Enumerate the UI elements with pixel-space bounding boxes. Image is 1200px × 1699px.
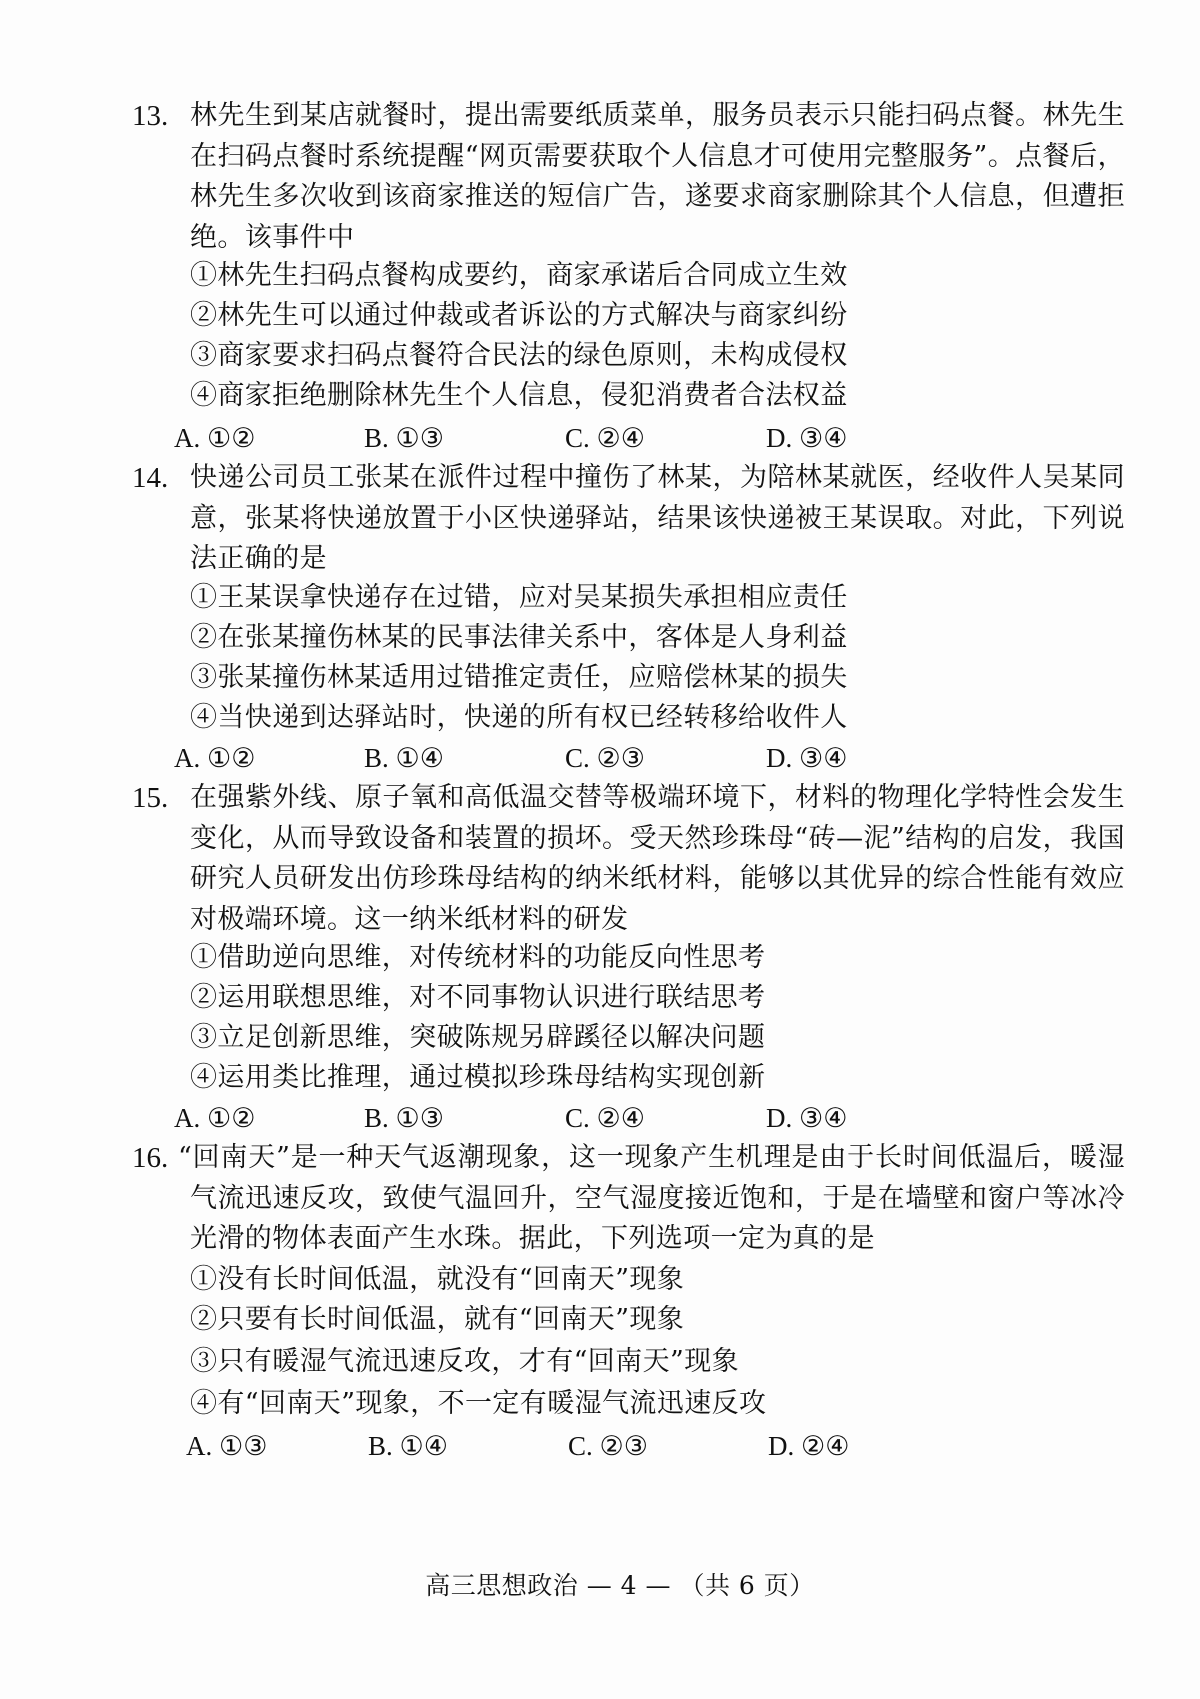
choice-b: B. ①③ <box>364 1103 444 1133</box>
statement-2: ②只要有长时间低温，就有“回南天”现象 <box>190 1304 685 1335</box>
question-stem: “回南天”是一种天气返潮现象，这一现象产生机理是由于长时间低温后，暖湿气流迅速反攻，致使气温回升，空气湿度接近饱和，于是在墙壁和窗户等冰冷光滑的物体表面产生水珠。据此，下列选项一定为真的是 <box>178 1142 1125 1254</box>
choice-c: C. ②③ <box>568 1431 648 1461</box>
question-number: 13. <box>132 100 169 132</box>
statement-4: ④商家拒绝删除林先生个人信息，侵犯消费者合法权益 <box>190 380 848 411</box>
choice-c: C. ②④ <box>565 423 645 453</box>
choice-d: D. ③④ <box>766 1103 848 1133</box>
question-number: 16. <box>132 1142 169 1174</box>
choice-b: B. ①④ <box>368 1431 448 1461</box>
question-number: 15. <box>132 782 169 814</box>
choice-d: D. ③④ <box>766 743 848 773</box>
choice-c: C. ②④ <box>565 1103 645 1133</box>
statement-1: ①借助逆向思维，对传统材料的功能反向性思考 <box>190 942 766 973</box>
statement-2: ②在张某撞伤林某的民事法律关系中，客体是人身利益 <box>190 622 848 653</box>
question-number: 14. <box>132 462 169 494</box>
choice-a: A. ①② <box>174 423 256 453</box>
choice-a: A. ①③ <box>186 1431 268 1461</box>
statement-1: ①王某误拿快递存在过错，应对吴某损失承担相应责任 <box>190 582 848 613</box>
question-stem: 快递公司员工张某在派件过程中撞伤了林某，为陪林某就医，经收件人吴某同意，张某将快递放置于小区快递驿站，结果该快递被王某误取。对此，下列说法正确的是 <box>190 462 1125 574</box>
question-stem: 林先生到某店就餐时，提出需要纸质菜单，服务员表示只能扫码点餐。林先生在扫码点餐时系统提醒“网页需要获取个人信息才可使用完整服务”。点餐后，林先生多次收到该商家推送的短信广告，遂要求商家删除其个人信息，但遭拒绝。该事件中 <box>190 100 1125 253</box>
page-footer: 高三思想政治 — 4 — （共 6 页） <box>425 1571 815 1600</box>
statement-3: ③立足创新思维，突破陈规另辟蹊径以解决问题 <box>190 1022 766 1053</box>
statement-1: ①林先生扫码点餐构成要约，商家承诺后合同成立生效 <box>190 260 848 291</box>
choice-d: D. ③④ <box>766 423 848 453</box>
statement-1: ①没有长时间低温，就没有“回南天”现象 <box>190 1264 685 1295</box>
statement-3: ③商家要求扫码点餐符合民法的绿色原则，未构成侵权 <box>190 340 848 371</box>
choice-b: B. ①④ <box>364 743 444 773</box>
statement-2: ②林先生可以通过仲裁或者诉讼的方式解决与商家纠纷 <box>190 300 848 331</box>
choice-a: A. ①② <box>174 1103 256 1133</box>
choice-d: D. ②④ <box>768 1431 850 1461</box>
statement-4: ④有“回南天”现象，不一定有暖湿气流迅速反攻 <box>190 1388 767 1419</box>
statement-4: ④运用类比推理，通过模拟珍珠母结构实现创新 <box>190 1062 766 1093</box>
choice-c: C. ②③ <box>565 743 645 773</box>
statement-3: ③只有暖湿气流迅速反攻，才有“回南天”现象 <box>190 1346 740 1377</box>
statement-4: ④当快递到达驿站时，快递的所有权已经转移给收件人 <box>190 702 848 733</box>
question-stem: 在强紫外线、原子氧和高低温交替等极端环境下，材料的物理化学特性会发生变化，从而导致设备和装置的损坏。受天然珍珠母“砖—泥”结构的启发，我国研究人员研发出仿珍珠母结构的纳米纸材料，能够以其优异的综合性能有效应对极端环境。这一纳米纸材料的研发 <box>190 782 1125 935</box>
choice-a: A. ①② <box>174 743 256 773</box>
statement-2: ②运用联想思维，对不同事物认识进行联结思考 <box>190 982 766 1013</box>
statement-3: ③张某撞伤林某适用过错推定责任，应赔偿林某的损失 <box>190 662 848 693</box>
choice-b: B. ①③ <box>364 423 444 453</box>
